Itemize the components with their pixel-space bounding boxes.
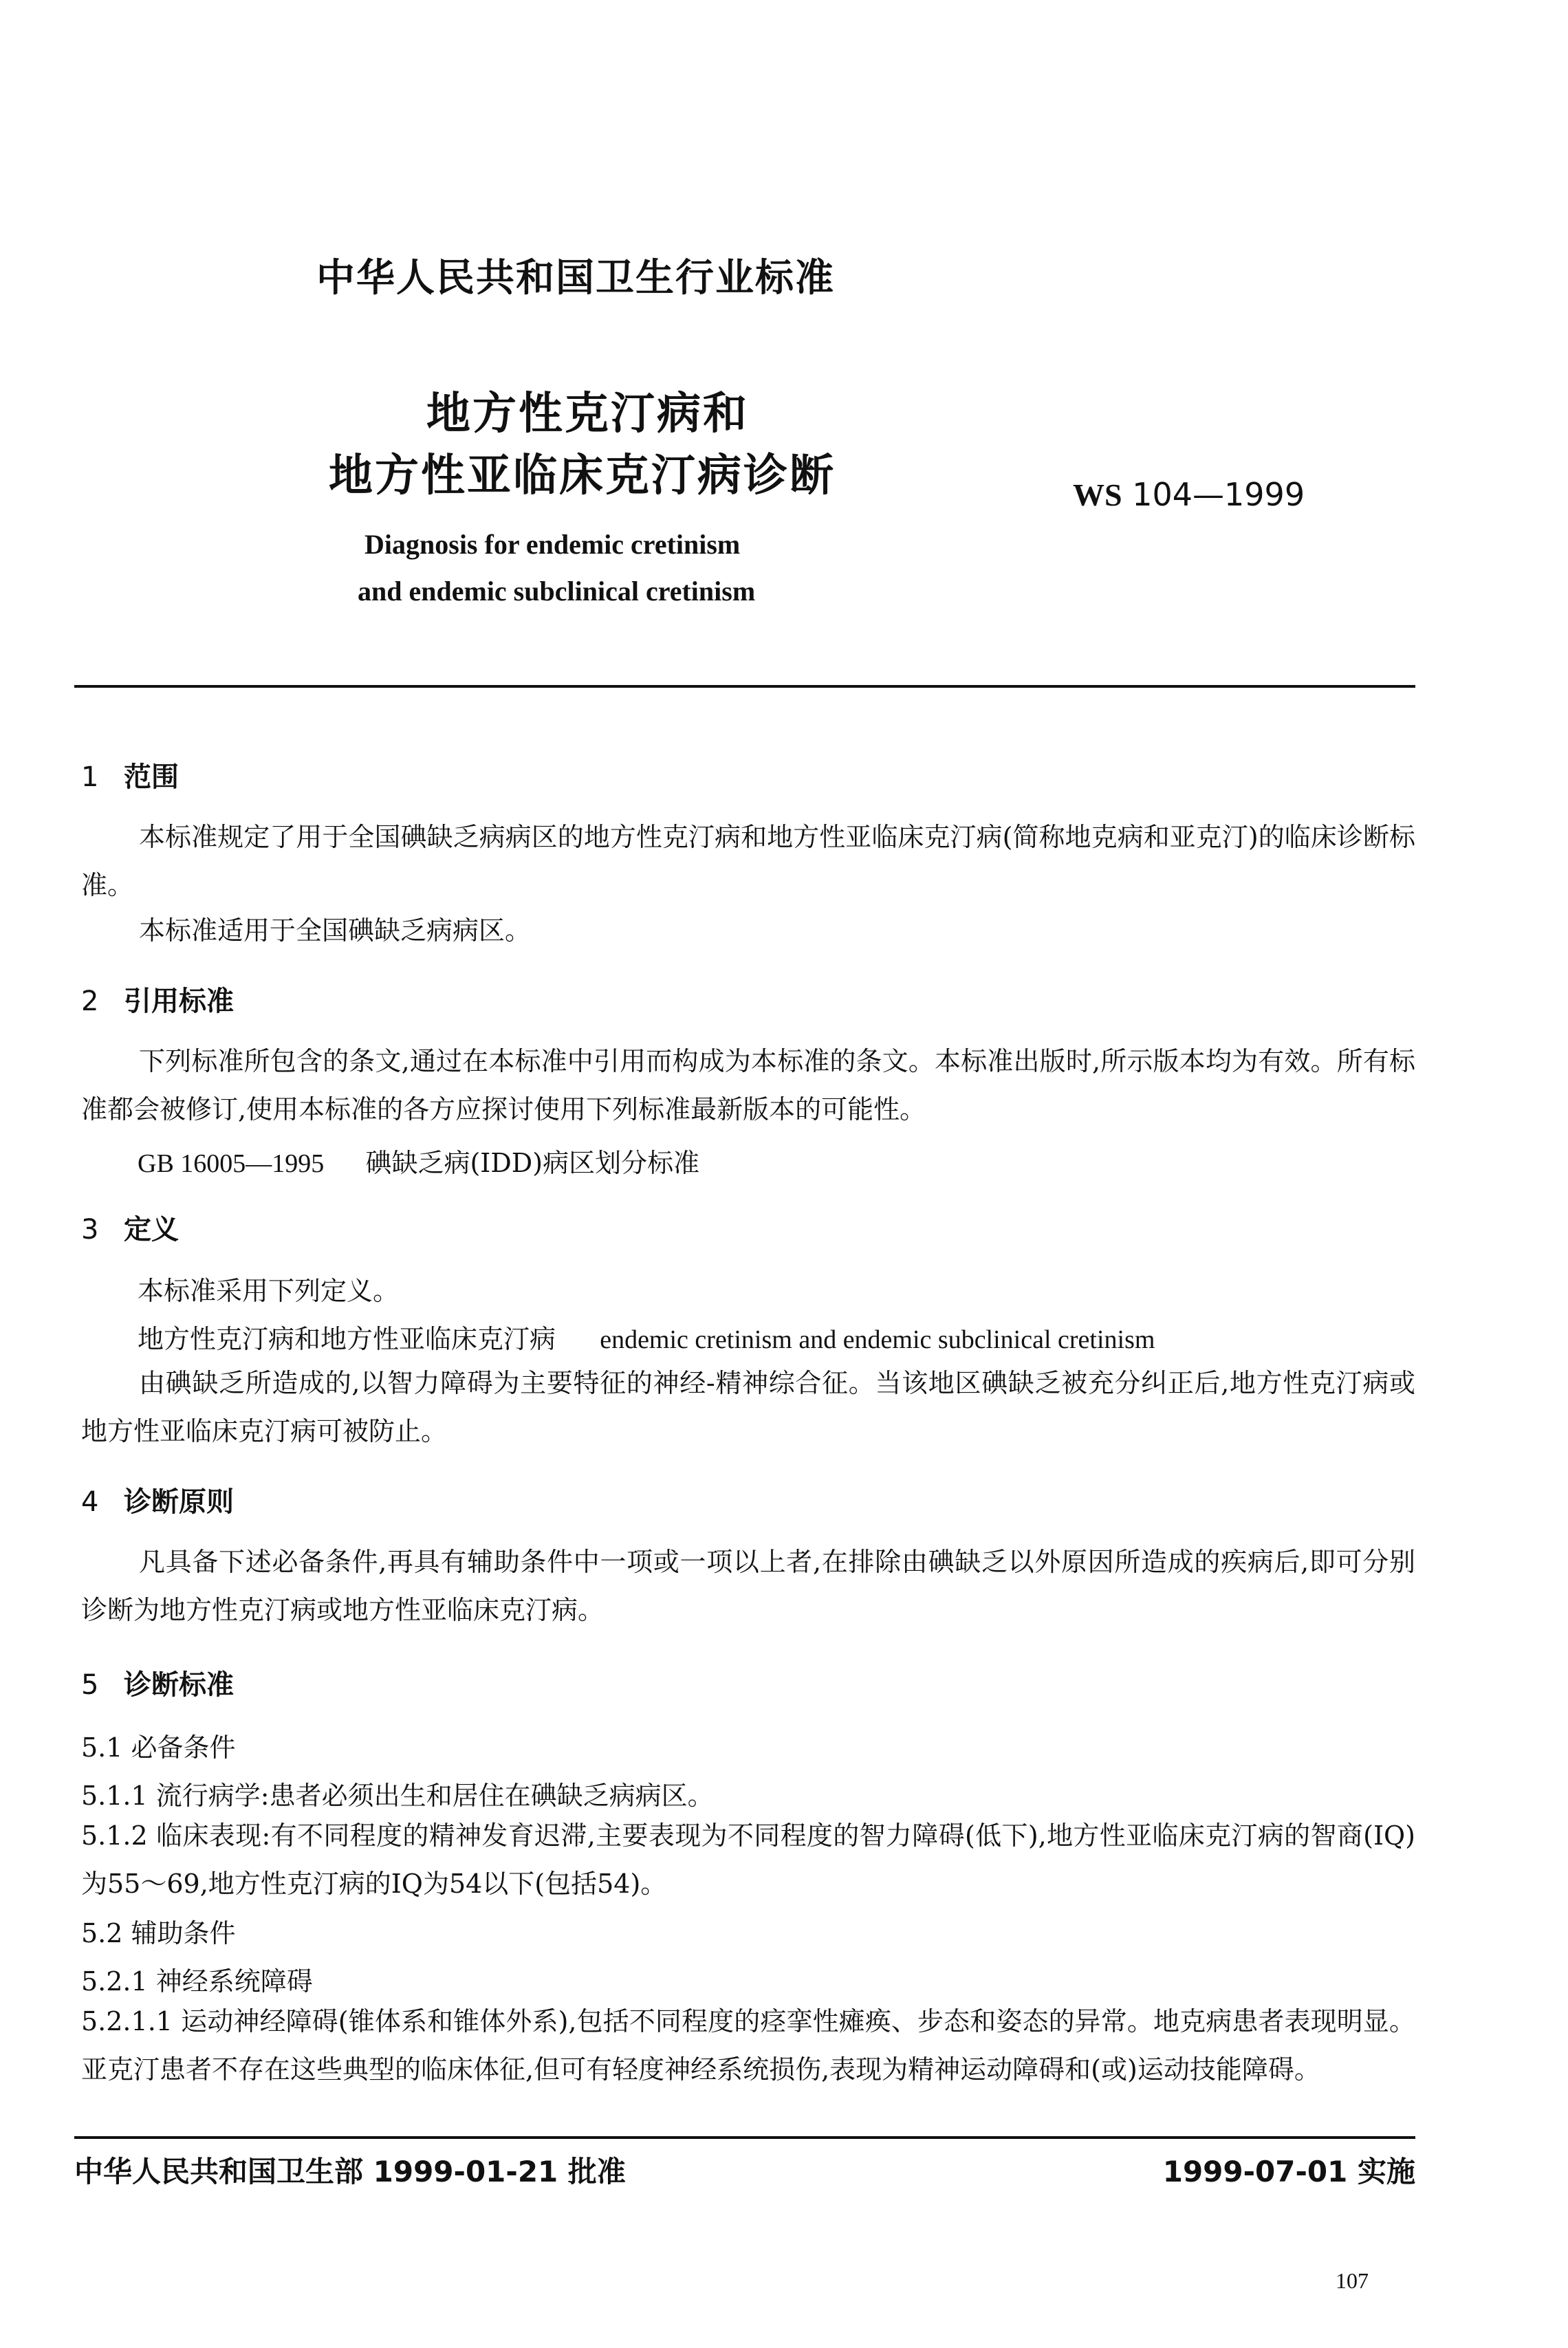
title-zh-line2: 地方性亚临床克汀病诊断 [329,450,836,501]
section-2-paragraph-1: 下列标准所包含的条文,通过在本标准中引用而构成为本标准的条文。本标准出版时,所示版本均为有效。所有标准都会被修订,使用本标准的各方应探讨使用下列标准最新版本的可能性。 [81,1046,1415,1124]
section-number: 2 [81,986,99,1017]
section-3-definition-text: 由碘缺乏所造成的,以智力障碍为主要特征的神经-精神综合征。当该地区碘缺乏被充分纠正后,地方性克汀病或地方性亚临床克汀病可被防止。 [81,1368,1415,1446]
section-title: 引用标准 [124,986,234,1017]
section-4-heading [81,1480,234,1519]
section-3-heading [81,1208,179,1247]
section-number: 1 [81,761,99,793]
section-5-heading [81,1663,234,1702]
standard-code-prefix: WS [1073,477,1122,512]
clause-5-1: 5.1 必备条件 [81,1732,236,1763]
section-4-paragraph-1: 凡具备下述必备条件,再具有辅助条件中一项或一项以上者,在排除由碘缺乏以外原因所造成的疾病后,即可分别诊断为地方性克汀病或地方性亚临床克汀病。 [81,1547,1415,1625]
referenced-standard [138,1142,699,1180]
section-2-heading [81,979,234,1019]
clause-5-1-2: 5.1.2 临床表现:有不同程度的精神发育迟滞,主要表现为不同程度的智力障碍(低下),地方性亚临床克汀病的智商(IQ)为55～69,地方性克汀病的IQ为54以下(包括54)。 [81,1820,1415,1899]
section-number: 5 [81,1669,99,1701]
approval-line: 中华人民共和国卫生部 1999-01-21 批准 [74,2155,626,2188]
section-title: 范围 [124,761,179,793]
definition-term-en: endemic cretinism and endemic subclinical cretinism [600,1325,1155,1354]
definition-term-zh: 地方性克汀病和地方性亚临床克汀病 [138,1324,556,1354]
clause-5-2-1-1: 5.2.1.1 运动神经障碍(锥体系和锥体外系),包括不同程度的痉挛性瘫痪、步态和姿态的异常。地克病患者表现明显。亚克汀患者不存在这些典型的临床体征,但可有轻度神经系统损伤,表现为精神运动障碍和(或)运动技能障碍。 [81,2006,1415,2085]
section-3-paragraph-1: 本标准采用下列定义。 [138,1276,400,1306]
section-1-paragraph-1: 本标准规定了用于全国碘缺乏病病区的地方性克汀病和地方性亚临床克汀病(简称地克病和亚克汀)的临床诊断标准。 [81,822,1415,900]
title-en-line2: and endemic subclinical cretinism [358,576,756,607]
section-1-paragraph-2: 本标准适用于全国碘缺乏病病区。 [139,915,532,946]
standard-code [1073,476,1305,513]
section-number: 4 [81,1486,99,1518]
page-number: 107 [1336,2268,1369,2293]
title-en-line1: Diagnosis for endemic cretinism [364,529,741,560]
section-number: 3 [81,1214,99,1246]
section-title: 诊断原则 [124,1486,234,1518]
clause-5-2-1: 5.2.1 神经系统障碍 [81,1966,313,1997]
section-title: 诊断标准 [124,1669,234,1701]
footer-divider [74,2136,1415,2139]
implementation-line: 1999-07-01 实施 [1162,2155,1415,2188]
title-zh-line1: 地方性克汀病和 [426,389,749,439]
clause-5-2: 5.2 辅助条件 [81,1918,236,1948]
standard-category: 中华人民共和国卫生行业标准 [316,256,835,301]
referenced-standard-title: 碘缺乏病(IDD)病区划分标准 [365,1148,700,1178]
standard-code-number: 104—1999 [1132,476,1305,513]
clause-5-1-1: 5.1.1 流行病学:患者必须出生和居住在碘缺乏病病区。 [81,1781,714,1811]
section-1-heading [81,755,179,794]
header-divider [74,685,1415,688]
section-title: 定义 [124,1214,179,1246]
referenced-standard-code: GB 16005—1995 [138,1149,325,1178]
definition-term [138,1318,1155,1356]
